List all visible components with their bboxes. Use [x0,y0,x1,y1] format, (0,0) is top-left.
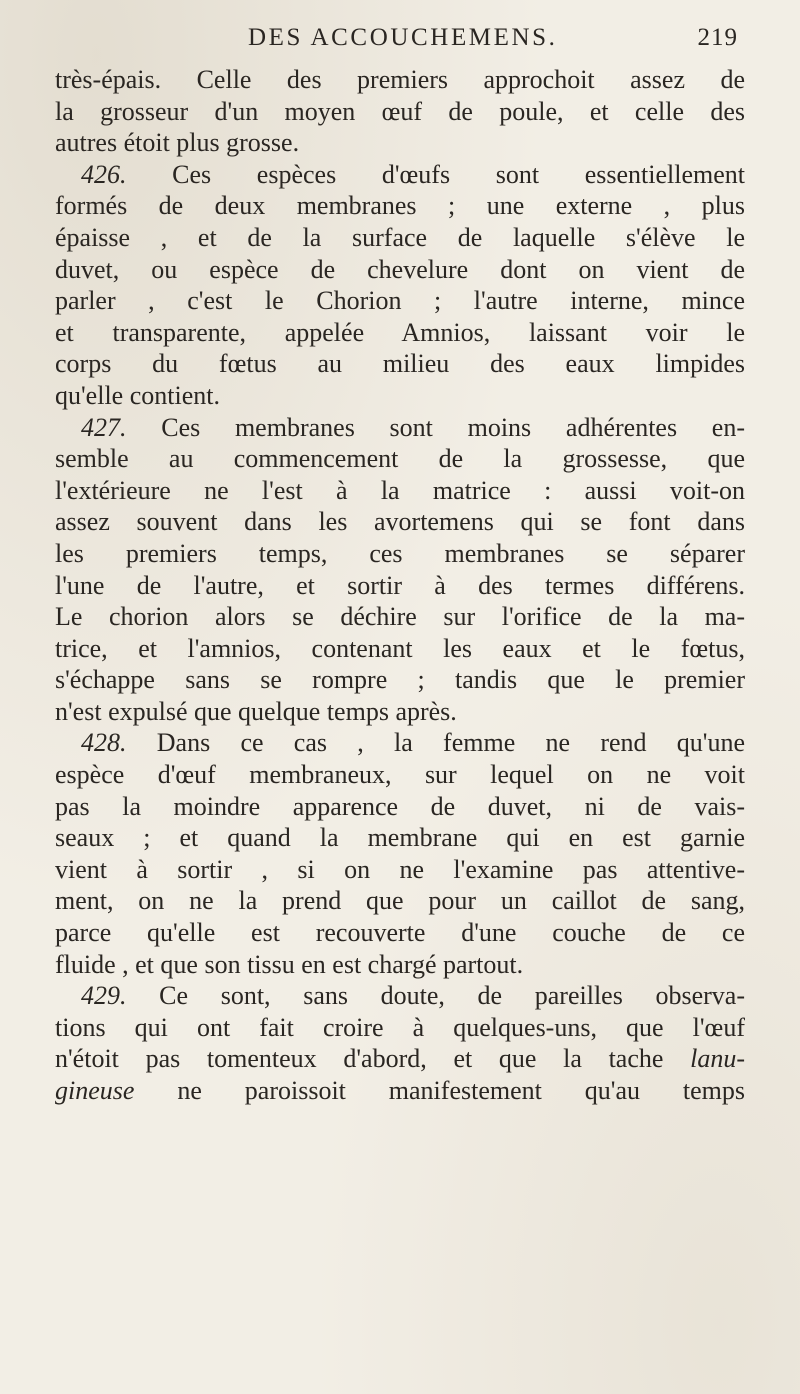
text-line: n'est expulsé que quelque temps après. [55,696,457,726]
text-line: corps du fœtus au milieu des eaux limpides [55,349,745,379]
page-number: 219 [697,24,738,51]
italic-term: lanu- [690,1044,745,1074]
paragraph-number: 427. [81,412,127,442]
text-line: seaux ; et quand la membrane qui en est garnie [55,823,745,853]
paragraph-number: 428. [81,728,127,758]
text-line: pas la moindre apparence de duvet, ni de vais- [55,791,745,821]
text-line: 426. Ces espèces d'œufs sont essentiellement [81,159,745,189]
italic-term: gineuse [55,1076,135,1105]
text-line: les premiers temps, ces membranes se séparer [55,538,745,568]
paragraph-number: 426. [81,159,127,189]
text-line: 427. Ces membranes sont moins adhérentes en- [81,412,745,442]
text-line: très-épais. Celle des premiers approchoit assez de [55,65,745,94]
text-line: formés de deux membranes ; une externe , plus [55,191,745,221]
text-line: autres étoit plus grosse. [55,128,300,158]
text-line: l'extérieure ne l'est à la matrice : aussi voit-on [55,475,745,505]
text-line: 429. Ce sont, sans doute, de pareilles observa- [81,981,745,1011]
text-line: qu'elle contient. [55,380,220,410]
text-line: semble au commencement de la grossesse, que [55,444,745,474]
text-line: duvet, ou espèce de chevelure dont on vient de [55,254,745,284]
text-line: s'échappe sans se rompre ; tandis que le premier [55,665,745,695]
text-line: espèce d'œuf membraneux, sur lequel on ne voit [55,760,745,790]
text-line: trice, et l'amnios, contenant les eaux et le fœtus, [55,633,745,663]
text-line: gineuse ne paroissoit manifestement qu'au temps [55,1076,745,1105]
text-line: l'une de l'autre, et sortir à des termes différens. [55,570,745,600]
text-line: Le chorion alors se déchire sur l'orifice de la ma- [55,602,745,632]
text-line: ment, on ne la prend que pour un caillot de sang, [55,886,745,916]
text-line: tions qui ont fait croire à quelques-uns, que l'œuf [55,1012,745,1042]
text-line: parce qu'elle est recouverte d'une couche de ce [55,918,745,948]
text-line: et transparente, appelée Amnios, laissant voir le [55,317,745,347]
body-text [55,64,745,1107]
text-line: épaisse , et de la surface de laquelle s'élève le [55,222,745,252]
paragraph-number: 429. [81,981,127,1011]
text-line: 428. Dans ce cas , la femme ne rend qu'une [81,728,745,758]
running-title: DES ACCOUCHEMENS. [248,24,558,51]
text-line: assez souvent dans les avortemens qui se font dans [55,507,745,537]
text-line: fluide , et que son tissu en est chargé partout. [55,949,524,979]
text-line: la grosseur d'un moyen œuf de poule, et celle des [55,96,745,126]
text-line: parler , c'est le Chorion ; l'autre interne, mince [55,286,745,316]
text-line: n'étoit pas tomenteux d'abord, et que la tache lanu- [55,1044,745,1074]
text-line: vient à sortir , si on ne l'examine pas attentive- [55,854,745,884]
page-header [248,20,738,70]
